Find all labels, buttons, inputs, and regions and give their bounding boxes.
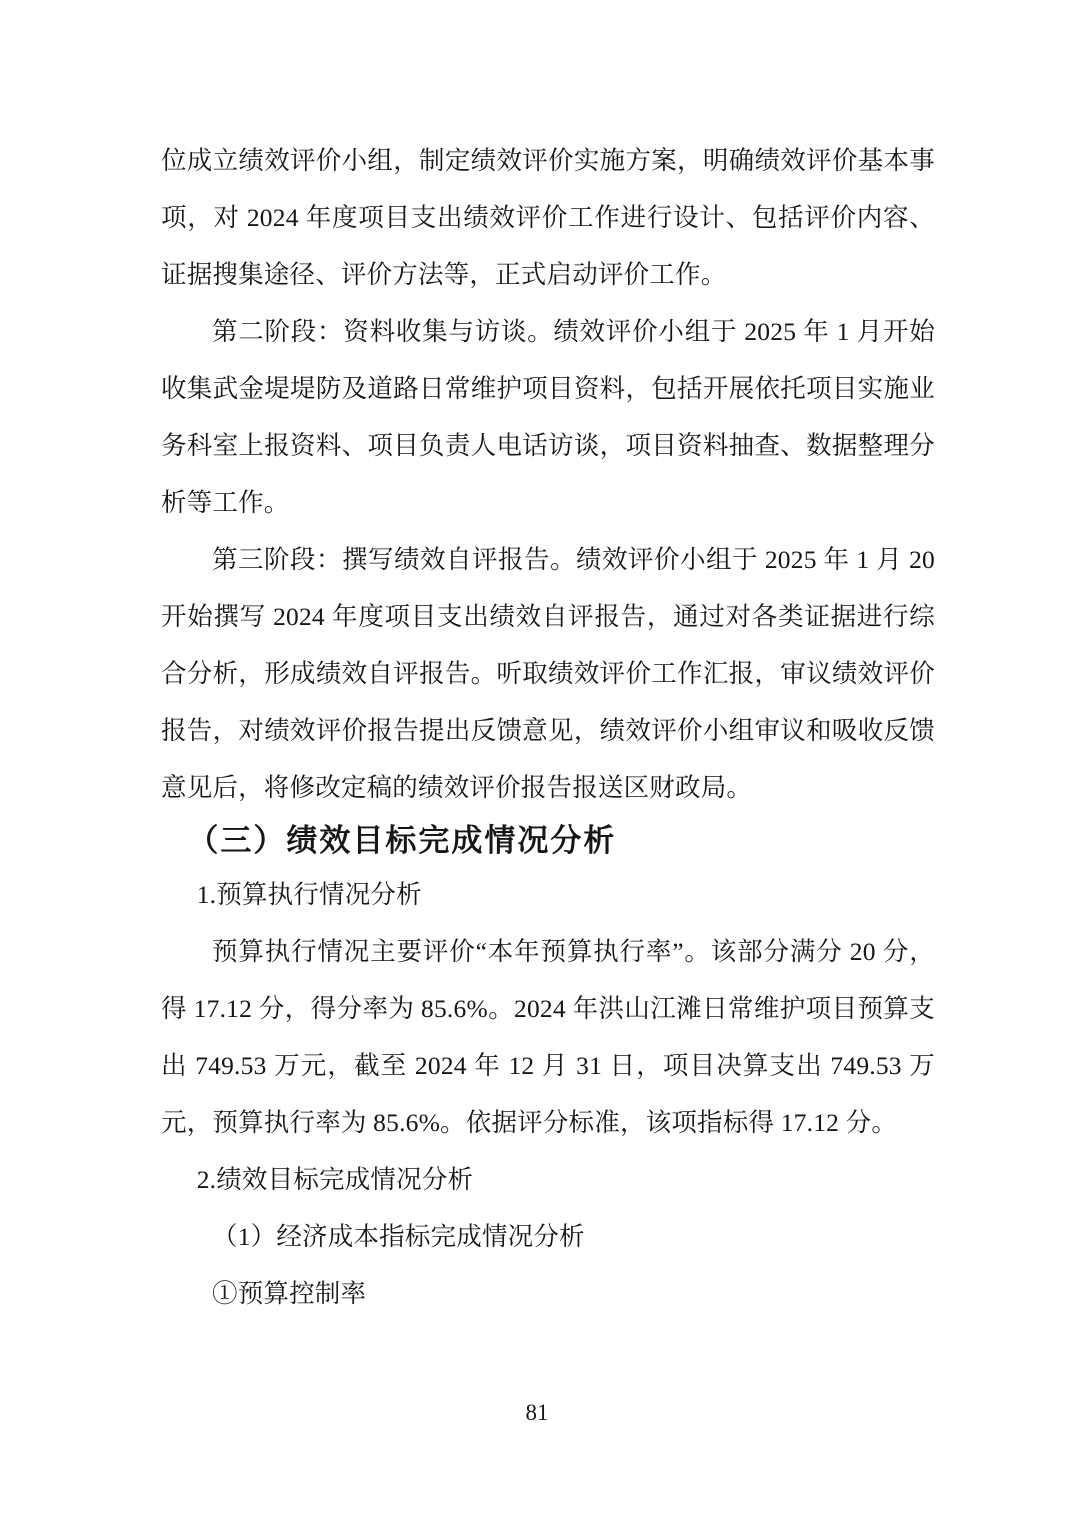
text-line: 开始撰写 2024 年度项目支出绩效自评报告，通过对各类证据进行综: [161, 602, 935, 631]
text-line: 出 749.53 万元，截至 2024 年 12 月 31 日，项目决算支出 749.53 万: [161, 1051, 935, 1080]
text-line: 预算执行情况主要评价“本年预算执行率”。该部分满分 20 分，: [212, 937, 935, 966]
text-line: 项，对 2024 年度项目支出绩效评价工作进行设计、包括评价内容、: [161, 203, 935, 232]
page-number: 81: [525, 1400, 549, 1425]
text-line: 意见后，将修改定稿的绩效评价报告报送区财政局。: [161, 773, 753, 802]
page-footer: [0, 1400, 1074, 1426]
text-line: 析等工作。: [161, 488, 290, 517]
document-content: [161, 132, 935, 1322]
text-line: 第三阶段：撰写绩效自评报告。绩效评价小组于 2025 年 1 月 20: [212, 545, 935, 574]
text-line: ①预算控制率: [212, 1279, 367, 1308]
text-line: 2.绩效目标完成情况分析: [196, 1165, 474, 1194]
text-line: 务科室上报资料、项目负责人电话访谈，项目资料抽查、数据整理分: [161, 431, 935, 460]
text-line: 收集武金堤堤防及道路日常维护项目资料，包括开展依托项目实施业: [161, 374, 935, 403]
text-line: 证据搜集途径、评价方法等，正式启动评价工作。: [161, 260, 727, 289]
section-heading: （三）绩效目标完成情况分析: [187, 823, 617, 858]
text-line: 位成立绩效评价小组，制定绩效评价实施方案，明确绩效评价基本事: [161, 146, 935, 175]
text-line: 第二阶段：资料收集与访谈。绩效评价小组于 2025 年 1 月开始: [212, 317, 935, 346]
text-line: 元，预算执行率为 85.6%。依据评分标准，该项指标得 17.12 分。: [161, 1108, 898, 1137]
text-line: （1）经济成本指标完成情况分析: [212, 1222, 585, 1251]
text-line: 得 17.12 分，得分率为 85.6%。2024 年洪山江滩日常维护项目预算支: [161, 994, 935, 1023]
text-line: 合分析，形成绩效自评报告。听取绩效评价工作汇报，审议绩效评价: [161, 659, 935, 688]
text-line: 1.预算执行情况分析: [196, 880, 422, 909]
text-line: 报告，对绩效评价报告提出反馈意见，绩效评价小组审议和吸收反馈: [161, 716, 935, 745]
